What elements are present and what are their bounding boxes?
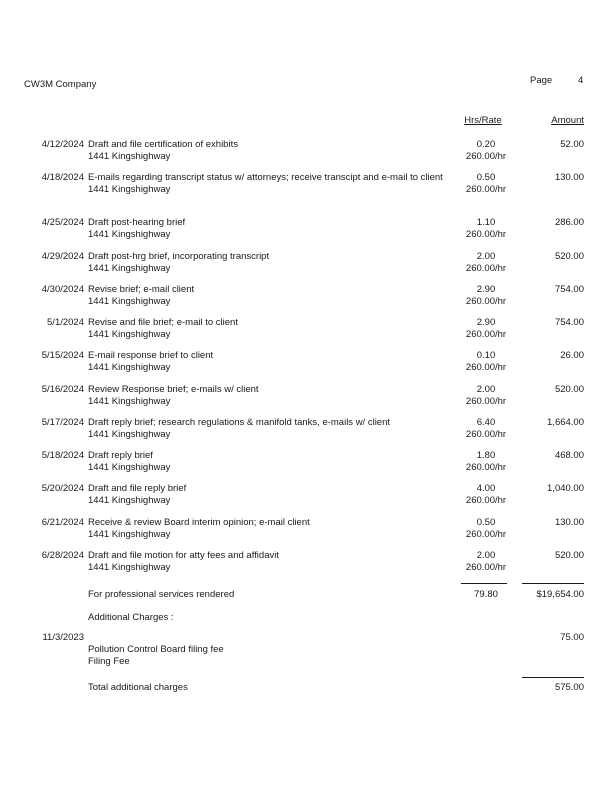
entry-rate: 260.00/hr — [465, 562, 507, 573]
entry-hours-rate — [455, 550, 517, 574]
entry-date: 6/28/2024 — [41, 550, 84, 561]
entry-amount: 468.00 — [554, 450, 584, 461]
entry-project: 1441 Kingshighway — [88, 462, 171, 473]
additional-total-rule — [522, 677, 584, 678]
entry-date: 5/1/2024 — [47, 317, 84, 328]
column-header-amount: Amount — [551, 115, 584, 126]
entry-rate: 260.00/hr — [465, 462, 507, 473]
entry-hours: 2.90 — [476, 284, 496, 295]
page-number: 4 — [578, 75, 584, 86]
entry-description — [88, 172, 443, 196]
entry-rate: 260.00/hr — [465, 429, 507, 440]
entry-description — [88, 350, 443, 374]
entry-rate: 260.00/hr — [465, 184, 507, 195]
page-label: Page — [530, 75, 553, 86]
entry-hours: 4.00 — [476, 483, 496, 494]
services-total-amount: $19,654.00 — [536, 589, 584, 600]
entry-amount: 520.00 — [554, 384, 584, 395]
entry-hours-rate — [455, 483, 517, 507]
entry-description — [88, 217, 443, 241]
entry-date: 4/25/2024 — [41, 217, 84, 228]
entry-project: 1441 Kingshighway — [88, 396, 171, 407]
additional-total-amount: 575.00 — [554, 682, 584, 693]
entry-date: 4/29/2024 — [41, 251, 84, 262]
additional-charges-heading: Additional Charges : — [88, 612, 174, 623]
entry-hours-rate — [455, 217, 517, 241]
entry-rate: 260.00/hr — [465, 329, 507, 340]
entry-hours: 0.10 — [476, 350, 496, 361]
entry-amount: 754.00 — [554, 284, 584, 295]
entry-hours-rate — [455, 139, 517, 163]
entry-desc-text: Review Response brief; e-mails w/ client — [88, 384, 259, 395]
entry-amount: 26.00 — [560, 350, 584, 361]
entry-rate: 260.00/hr — [465, 263, 507, 274]
entry-project: 1441 Kingshighway — [88, 429, 171, 440]
entry-date: 5/15/2024 — [41, 350, 84, 361]
company-name: CW3M Company — [24, 79, 97, 90]
entry-project: 1441 Kingshighway — [88, 184, 171, 195]
entry-amount: 1,040.00 — [547, 483, 584, 494]
entry-description — [88, 384, 443, 408]
charge-desc-text: Pollution Control Board filing fee — [88, 644, 224, 655]
entry-description — [88, 284, 443, 308]
entry-amount: 52.00 — [560, 139, 584, 150]
entry-rate: 260.00/hr — [465, 151, 507, 162]
entry-desc-text: Receive & review Board interim opinion; e-mail client — [88, 517, 310, 528]
entry-hours-rate — [455, 172, 517, 196]
hours-total-rule — [461, 583, 507, 584]
entry-hours: 2.00 — [476, 384, 496, 395]
charge-date: 11/3/2023 — [42, 632, 84, 643]
entry-rate: 260.00/hr — [465, 396, 507, 407]
entry-project: 1441 Kingshighway — [88, 151, 171, 162]
entry-description — [88, 317, 443, 341]
charge-description — [88, 644, 224, 668]
entry-desc-text: Draft reply brief — [88, 450, 153, 461]
entry-hours-rate — [455, 517, 517, 541]
entry-date: 5/16/2024 — [41, 384, 84, 395]
entry-rate: 260.00/hr — [465, 362, 507, 373]
entry-desc-text: Revise brief; e-mail client — [88, 284, 195, 295]
entry-project: 1441 Kingshighway — [88, 263, 171, 274]
entry-desc-text: E-mail response brief to client — [88, 350, 214, 361]
entry-description — [88, 550, 443, 574]
entry-date: 4/30/2024 — [41, 284, 84, 295]
entry-date: 6/21/2024 — [41, 517, 84, 528]
entry-desc-text: Draft and file reply brief — [88, 483, 187, 494]
entry-description — [88, 139, 443, 163]
entry-date: 5/18/2024 — [41, 450, 84, 461]
entry-date: 4/12/2024 — [41, 139, 84, 150]
services-total-label: For professional services rendered — [88, 589, 235, 600]
entry-rate: 260.00/hr — [465, 529, 507, 540]
entry-hours: 0.20 — [476, 139, 496, 150]
entry-description — [88, 417, 443, 441]
entry-amount: 754.00 — [554, 317, 584, 328]
entry-date: 5/20/2024 — [41, 483, 84, 494]
entry-amount: 130.00 — [554, 517, 584, 528]
entry-project: 1441 Kingshighway — [88, 529, 171, 540]
entry-project: 1441 Kingshighway — [88, 329, 171, 340]
additional-total-label: Total additional charges — [88, 682, 188, 693]
entry-desc-text: Draft and file certification of exhibits — [88, 139, 238, 150]
entry-project: 1441 Kingshighway — [88, 362, 171, 373]
entry-project: 1441 Kingshighway — [88, 562, 171, 573]
entry-description — [88, 483, 443, 507]
entry-amount: 520.00 — [554, 550, 584, 561]
entry-description — [88, 450, 443, 474]
entry-hours-rate — [455, 417, 517, 441]
entry-rate: 260.00/hr — [465, 296, 507, 307]
entry-desc-text: Revise and file brief; e-mail to client — [88, 317, 238, 328]
entry-desc-text: Draft and file motion for atty fees and affidavit — [88, 550, 279, 561]
entry-hours: 6.40 — [476, 417, 496, 428]
entry-hours-rate — [455, 350, 517, 374]
entry-project: 1441 Kingshighway — [88, 296, 171, 307]
entry-hours: 0.50 — [476, 517, 496, 528]
entry-hours: 2.00 — [476, 251, 496, 262]
entry-description — [88, 517, 443, 541]
entry-rate: 260.00/hr — [465, 229, 507, 240]
entry-project: 1441 Kingshighway — [88, 229, 171, 240]
charge-sub-text: Filing Fee — [88, 656, 130, 667]
entry-amount: 286.00 — [554, 217, 584, 228]
entry-amount: 520.00 — [554, 251, 584, 262]
amount-total-rule — [522, 583, 584, 584]
entry-date: 5/17/2024 — [41, 417, 84, 428]
entry-hours-rate — [455, 317, 517, 341]
entry-hours-rate — [455, 450, 517, 474]
entry-hours-rate — [455, 284, 517, 308]
charge-amount: 75.00 — [560, 632, 584, 643]
entry-amount: 1,664.00 — [547, 417, 584, 428]
entry-hours: 0.50 — [476, 172, 496, 183]
entry-amount: 130.00 — [554, 172, 584, 183]
entry-desc-text: E-mails regarding transcript status w/ attorneys; receive transcipt and e-mail to client — [88, 172, 443, 183]
column-header-hrs-rate: Hrs/Rate — [464, 115, 502, 126]
entry-date: 4/18/2024 — [41, 172, 84, 183]
entry-hours: 1.10 — [476, 217, 496, 228]
services-total-hours: 79.80 — [474, 589, 498, 600]
entry-hours-rate — [455, 251, 517, 275]
entry-rate: 260.00/hr — [465, 495, 507, 506]
entry-hours: 2.90 — [476, 317, 496, 328]
entry-hours: 1.80 — [476, 450, 496, 461]
entry-description — [88, 251, 443, 275]
entry-desc-text: Draft reply brief; research regulations & manifold tanks, e-mails w/ client — [88, 417, 391, 428]
entry-project: 1441 Kingshighway — [88, 495, 171, 506]
entry-hours-rate — [455, 384, 517, 408]
entry-desc-text: Draft post-hearing brief — [88, 217, 186, 228]
entry-hours: 2.00 — [476, 550, 496, 561]
entry-desc-text: Draft post-hrg brief, incorporating transcript — [88, 251, 270, 262]
